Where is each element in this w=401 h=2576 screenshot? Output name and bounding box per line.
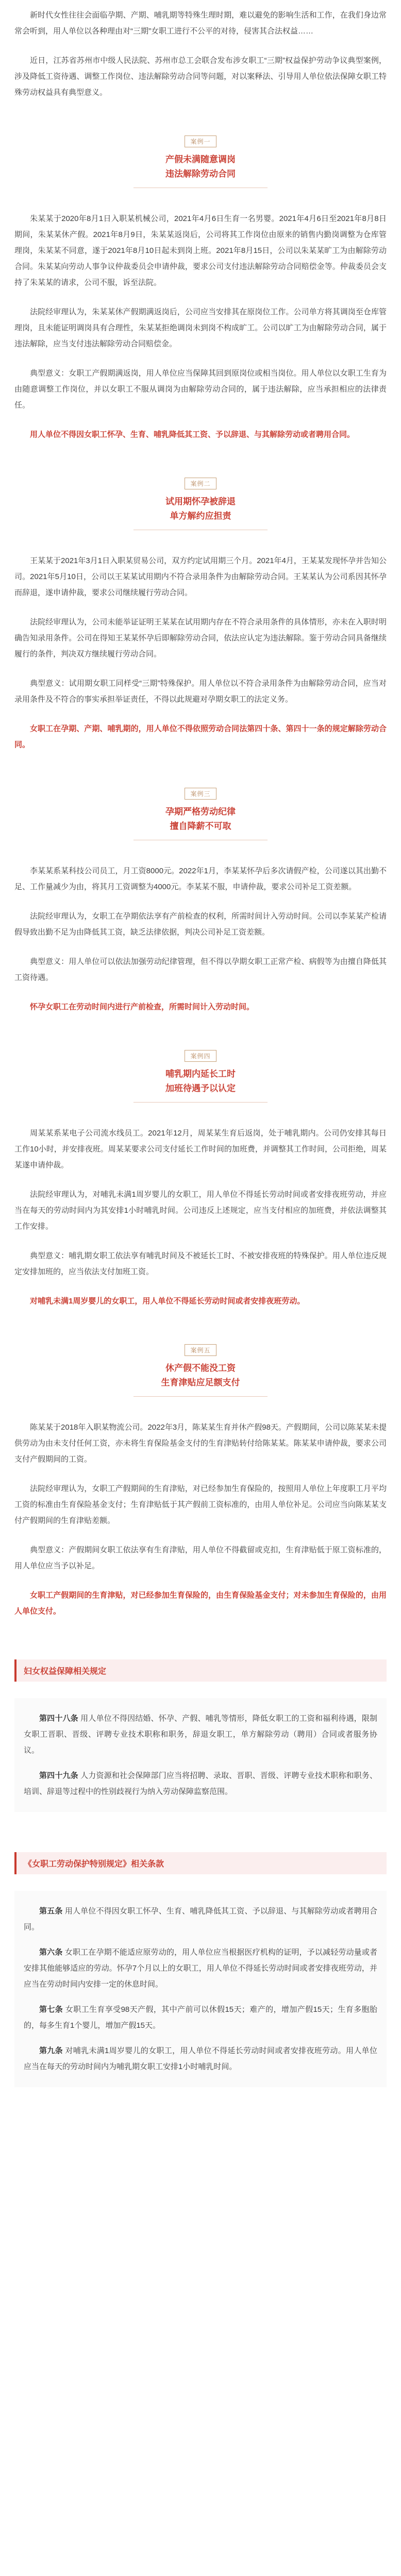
law-article-number: 第四十八条	[39, 1714, 78, 1723]
law-article	[24, 1903, 377, 1935]
case-title: 孕期严格劳动纪律 擅自降薪不可取	[165, 807, 236, 831]
case-paragraph: 典型意义：试用期女职工同样受“三期”特殊保护。用人单位以不符合录用条件为由解除劳动合同，应当对录用条件及不符合的事实承担举证责任，不得以此规避对孕期女职工的法定义务。	[14, 679, 387, 704]
case-paragraph: 法院经审理认为，朱某某休产假期满返岗后，公司应当安排其在原岗位工作。公司单方将其调岗至仓库管理岗，且未能证明调岗具有合理性，朱某某拒绝调岗未到岗不构成旷工。公司以旷工为由解除劳动合同，属于违法解除，应当支付违法解除劳动合同赔偿金。	[14, 308, 387, 348]
law-article-text: 女职工在孕期不能适应原劳动的，用人单位应当根据医疗机构的证明，予以减轻劳动量或者安排其他能够适应的劳动。怀孕7个月以上的女职工，用人单位不得延长劳动时间或者安排夜班劳动，并应当在劳动时间内安排一定的休息时间。	[24, 1948, 377, 1989]
case-paragraph: 典型意义：哺乳期女职工依法享有哺乳时间及不被延长工时、不被安排夜班的特殊保护。用人单位违反规定安排加班的，应当依法支付加班工资。	[14, 1251, 387, 1276]
case-block	[14, 135, 387, 443]
case-header	[14, 1344, 387, 1397]
law-article	[24, 1768, 377, 1800]
case-paragraph: 王某某于2021年3月1日入职某贸易公司，双方约定试用期三个月。2021年4月，王某某发现怀孕并告知公司。2021年5月10日，公司以王某某试用期内不符合录用条件为由解除劳动合同。王某某认为公司系因其怀孕而辞退，遂申请仲裁，要求公司继续履行劳动合同。	[14, 556, 387, 597]
case-block	[14, 1344, 387, 1619]
law-article	[24, 2043, 377, 2075]
case-emphasis-paragraph	[14, 1587, 387, 1619]
case-paragraph: 法院经审理认为，女职工产假期间的生育津贴，对已经参加生育保险的，按照用人单位上年度职工月平均工资的标准由生育保险基金支付；生育津贴低于其产假前工资标准的，由用人单位补足。公司应当向陈某某支付产假期间的生育津贴差额。	[14, 1484, 387, 1525]
case-paragraph: 法院经审理认为，公司未能举证证明王某某在试用期内存在不符合录用条件的具体情形，亦未在入职时明确告知录用条件。公司在得知王某某怀孕后即解除劳动合同，依法应认定为违法解除。鉴于劳动合同具备继续履行的条件，判决双方继续履行劳动合同。	[14, 618, 387, 658]
case-title: 休产假不能没工资 生育津贴应足额支付	[161, 1363, 240, 1387]
case-block	[14, 788, 387, 1015]
law-section-title: 妇女权益保障相关规定	[14, 1659, 387, 1682]
law-article-text: 用人单位不得因结婚、怀孕、产假、哺乳等情形，降低女职工的工资和福利待遇，限制女职工晋职、晋级、评聘专业技术职称和职务，辞退女职工，单方解除劳动（聘用）合同或者服务协议。	[24, 1714, 377, 1755]
case-title: 哺乳期内延长工时 加班待遇予以认定	[165, 1069, 236, 1093]
case-header	[14, 135, 387, 188]
regulation-section-title: 《女职工劳动保护特别规定》相关条款	[14, 1852, 387, 1874]
law-article-number: 第六条	[39, 1948, 63, 1957]
case-number-badge: 案例五	[185, 1344, 216, 1356]
law-article-number: 第九条	[39, 2046, 63, 2055]
case-emphasis-paragraph	[14, 721, 387, 753]
case-divider	[133, 1396, 268, 1397]
case-emphasis: 对哺乳未满1周岁婴儿的女职工，用人单位不得延长劳动时间或者安排夜班劳动。	[30, 1297, 305, 1306]
case-number-badge: 案例四	[185, 1050, 216, 1062]
law-article-number: 第四十九条	[39, 1771, 78, 1780]
case-block	[14, 1050, 387, 1309]
case-emphasis: 女职工在孕期、产期、哺乳期的，用人单位不得依照劳动合同法第四十条、第四十一条的规定解除劳动合同。	[14, 724, 387, 749]
case-emphasis-paragraph	[14, 427, 387, 443]
law-article-text: 人力资源和社会保障部门应当将招聘、录取、晋职、晋级、评聘专业技术职称和职务、培训、辞退等过程中的性别歧视行为纳入劳动保障监察范围。	[24, 1771, 377, 1796]
case-title: 试用期怀孕被辞退 单方解约应担责	[165, 497, 236, 521]
case-number-badge: 案例二	[185, 478, 216, 489]
case-emphasis: 用人单位不得因女职工怀孕、生育、哺乳降低其工资、予以辞退、与其解除劳动或者聘用合同。	[30, 430, 355, 439]
case-emphasis: 怀孕女职工在劳动时间内进行产前检查，所需时间计入劳动时间。	[30, 1003, 255, 1011]
law-article	[24, 1944, 377, 1992]
case-paragraph: 朱某某于2020年8月1日入职某机械公司，2021年4月6日生育一名男婴。2021年4月6日至2021年8月8日期间，朱某某休产假。2021年8月9日，朱某某返岗后，公司将其工作岗位由原来的销售内勤岗调整为仓库管理岗，朱某某不同意，遂于2021年8月10日起未到岗上班。2021年8月15日，公司以朱某某旷工为由解除劳动合同。朱某某向劳动人事争议仲裁委员会申请仲裁，要求公司支付违法解除劳动合同赔偿金等。仲裁委员会支持了朱某某的请求，公司不服，诉至法院。	[14, 214, 387, 287]
case-divider	[133, 1102, 268, 1103]
case-header	[14, 788, 387, 840]
law-article-text: 用人单位不得因女职工怀孕、生育、哺乳降低其工资、予以辞退、与其解除劳动或者聘用合同。	[24, 1907, 377, 1931]
law-article-number: 第五条	[39, 1907, 63, 1916]
case-paragraph: 法院经审理认为，对哺乳未满1周岁婴儿的女职工，用人单位不得延长劳动时间或者安排夜班劳动，并应当在每天的劳动时间内为其安排1小时哺乳时间。公司违反上述规定，应当支付相应的加班费，并依法调整其工作安排。	[14, 1190, 387, 1231]
case-paragraph: 法院经审理认为，女职工在孕期依法享有产前检查的权利，所需时间计入劳动时间。公司以李某某产检请假导致出勤不足为由降低其工资，缺乏法律依据，判决公司补足工资差额。	[14, 912, 387, 937]
law-article	[24, 1710, 377, 1758]
case-block	[14, 478, 387, 753]
case-number-badge: 案例一	[185, 135, 216, 147]
intro	[14, 0, 387, 100]
case-header	[14, 1050, 387, 1103]
case-paragraph: 典型意义：用人单位可以依法加强劳动纪律管理，但不得以孕期女职工正常产检、病假等为由擅自降低其工资待遇。	[14, 957, 387, 982]
law-article-number: 第七条	[39, 2005, 63, 2014]
case-number-badge: 案例三	[185, 788, 216, 800]
case-title: 产假未满随意调岗 违法解除劳动合同	[165, 155, 236, 179]
case-paragraph: 周某某系某电子公司流水线员工。2021年12月，周某某生育后返岗，处于哺乳期内。公司仍安排其每日工作10小时，并安排夜班。周某某要求公司支付延长工作时间的加班费，并调整其工作时间，公司拒绝，周某某遂申请仲裁。	[14, 1129, 387, 1170]
case-header	[14, 478, 387, 530]
case-paragraph: 典型意义：女职工产假期满返岗，用人单位应当保障其回到原岗位或相当岗位。用人单位以女职工生育为由随意调整工作岗位，并以女职工不服从调岗为由解除劳动合同的，属于违法解除，应当承担相应的法律责任。	[14, 369, 387, 410]
regulation-articles	[14, 1891, 387, 2087]
case-emphasis-paragraph	[14, 999, 387, 1015]
case-list	[14, 135, 387, 1619]
case-paragraph: 陈某某于2018年入职某物流公司。2022年3月，陈某某生育并休产假98天。产假期间，公司以陈某某未提供劳动为由未支付任何工资，亦未将生育保险基金支付的生育津贴转付给陈某某。陈某某申请仲裁，要求公司支付产假期间的工资。	[14, 1423, 387, 1464]
law-articles	[14, 1698, 387, 1812]
intro-paragraph: 新时代女性往往会面临孕期、产期、哺乳期等特殊生理时期，难以避免的影响生活和工作，在我们身边常常会听到，用人单位以各种理由对“三期”女职工进行不公平的对待，侵害其合法权益……	[14, 11, 387, 36]
case-emphasis: 女职工产假期间的生育津贴，对已经参加生育保险的，由生育保险基金支付；对未参加生育保险的，由用人单位支付。	[14, 1591, 387, 1616]
law-article-text: 对哺乳未满1周岁婴儿的女职工，用人单位不得延长劳动时间或者安排夜班劳动。用人单位应当在每天的劳动时间内为哺乳期女职工安排1小时哺乳时间。	[24, 2046, 377, 2071]
case-emphasis-paragraph	[14, 1293, 387, 1309]
law-article-text: 女职工生育享受98天产假，其中产前可以休假15天；难产的，增加产假15天；生育多胞胎的，每多生育1个婴儿，增加产假15天。	[24, 2005, 377, 2030]
intro-paragraph: 近日，江苏省苏州市中级人民法院、苏州市总工会联合发布涉女职工“三期”权益保护劳动争议典型案例，涉及降低工资待遇、调整工作岗位、违法解除劳动合同等问题，对以案释法、引导用人单位依法保障女职工特殊劳动权益具有典型意义。	[14, 56, 387, 97]
case-paragraph: 李某某系某科技公司员工，月工资8000元。2022年1月，李某某怀孕后多次请假产检，公司遂以其出勤不足、工作量减少为由，将其月工资调整为4000元。李某某不服，申请仲裁，要求公司补足工资差额。	[14, 867, 387, 891]
law-article	[24, 2002, 377, 2033]
case-paragraph: 典型意义：产假期间女职工依法享有生育津贴，用人单位不得截留或克扣，生育津贴低于原工资标准的，用人单位应当予以补足。	[14, 1546, 387, 1570]
